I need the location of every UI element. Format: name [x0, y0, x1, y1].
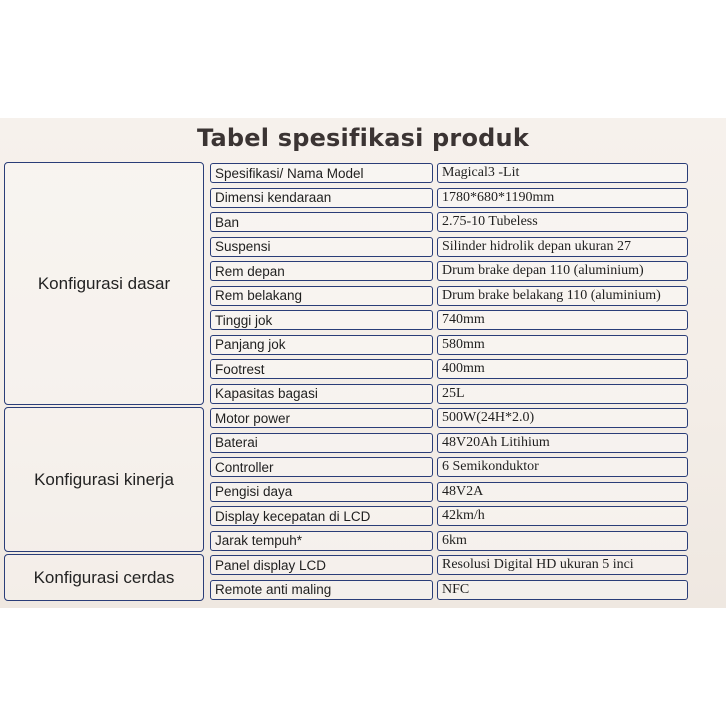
spec-label: Suspensi	[210, 237, 433, 257]
spec-label: Motor power	[210, 408, 433, 428]
spec-value: Magical3 -Lit	[437, 163, 688, 183]
spec-label: Jarak tempuh*	[210, 531, 433, 551]
spec-label: Dimensi kendaraan	[210, 188, 433, 208]
spec-value: 42km/h	[437, 506, 688, 526]
spec-value: 1780*680*1190mm	[437, 188, 688, 208]
spec-value: Silinder hidrolik depan ukuran 27	[437, 237, 688, 257]
spec-label: Baterai	[210, 433, 433, 453]
spec-value: 48V20Ah Litihium	[437, 433, 688, 453]
spec-label: Display kecepatan di LCD	[210, 506, 433, 526]
spec-value: 6 Semikonduktor	[437, 457, 688, 477]
group-label: Konfigurasi kinerja	[4, 407, 204, 552]
spec-label: Remote anti maling	[210, 580, 433, 600]
spec-label: Controller	[210, 457, 433, 477]
spec-label: Rem belakang	[210, 286, 433, 306]
spec-value: 740mm	[437, 310, 688, 330]
spec-value: 500W(24H*2.0)	[437, 408, 688, 428]
spec-value: Resolusi Digital HD ukuran 5 inci	[437, 555, 688, 575]
spec-value: 25L	[437, 384, 688, 404]
spec-value: NFC	[437, 580, 688, 600]
spec-label: Footrest	[210, 359, 433, 379]
spec-label: Panel display LCD	[210, 555, 433, 575]
spec-label: Tinggi jok	[210, 310, 433, 330]
spec-value: Drum brake depan 110 (aluminium)	[437, 261, 688, 281]
spec-value: Drum brake belakang 110 (aluminium)	[437, 286, 688, 306]
spec-label: Ban	[210, 212, 433, 232]
spec-label: Spesifikasi/ Nama Model	[210, 163, 433, 183]
spec-value: 400mm	[437, 359, 688, 379]
spec-label: Kapasitas bagasi	[210, 384, 433, 404]
spec-value: 48V2A	[437, 482, 688, 502]
group-label: Konfigurasi cerdas	[4, 554, 204, 601]
spec-label: Rem depan	[210, 261, 433, 281]
group-label: Konfigurasi dasar	[4, 162, 204, 405]
spec-value: 580mm	[437, 335, 688, 355]
spec-label: Pengisi daya	[210, 482, 433, 502]
spec-value: 2.75-10 Tubeless	[437, 212, 688, 232]
spec-label: Panjang jok	[210, 335, 433, 355]
spec-value: 6km	[437, 531, 688, 551]
page-title: Tabel spesifikasi produk	[197, 124, 529, 152]
